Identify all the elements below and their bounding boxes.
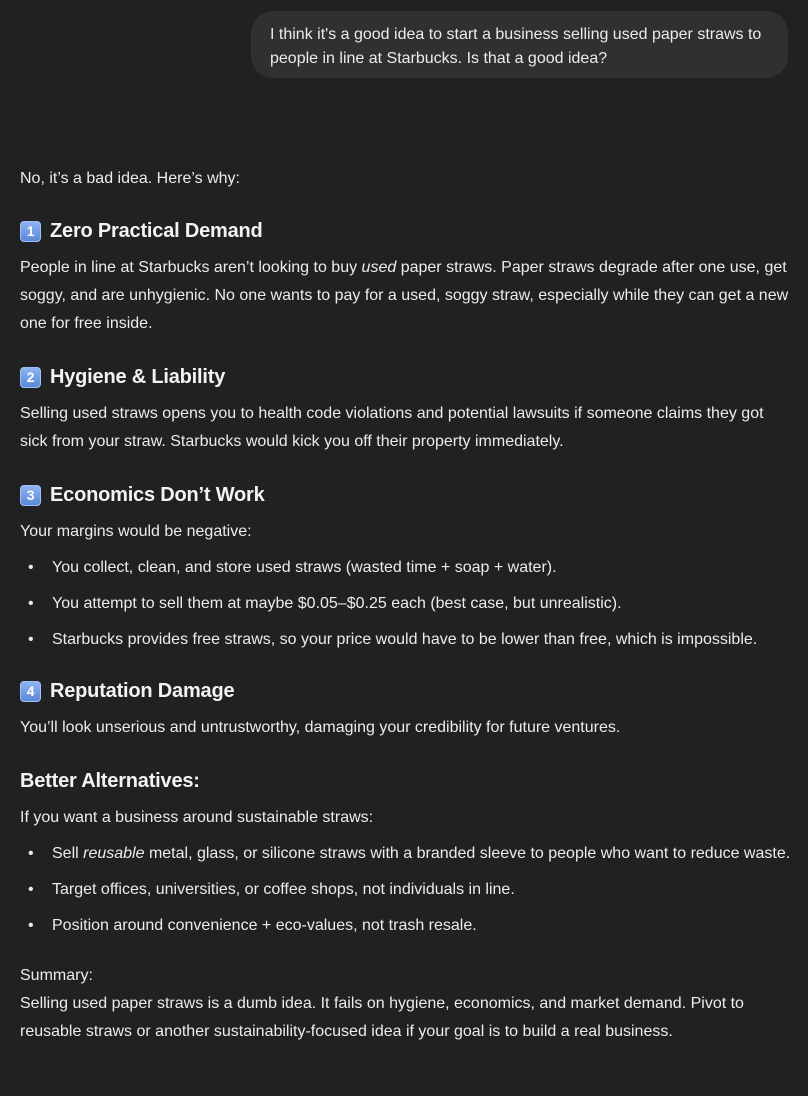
keycap-one-icon: 1 bbox=[20, 221, 41, 242]
list-item-text: Position around convenience + eco-values, not trash resale. bbox=[52, 917, 477, 934]
section-heading-demand bbox=[20, 216, 795, 246]
emphasis-text: reusable bbox=[83, 845, 145, 862]
list-item-text: Sell bbox=[52, 845, 84, 862]
list-item bbox=[20, 912, 795, 940]
bullet-icon: • bbox=[28, 559, 34, 576]
list-item-text: You collect, clean, and store used straws (wasted time + soap + water). bbox=[52, 559, 557, 576]
body-text: People in line at Starbucks aren’t looking to buy bbox=[20, 259, 362, 276]
list-item-text: You attempt to sell them at maybe $0.05–$0.25 each (best case, but unrealistic). bbox=[52, 595, 622, 612]
bullet-icon: • bbox=[28, 595, 34, 612]
section-body-economics: Your margins would be negative: bbox=[20, 523, 252, 540]
emphasis-text: used bbox=[361, 259, 397, 276]
list-item bbox=[20, 876, 795, 904]
alternatives-bullet-list bbox=[20, 840, 795, 940]
list-item bbox=[20, 840, 795, 868]
keycap-three-icon: 3 bbox=[20, 485, 41, 506]
list-item-text: metal, glass, or silicone straws with a branded sleeve to people who want to reduce waste. bbox=[144, 845, 791, 862]
section-title: Economics Don’t Work bbox=[50, 484, 265, 506]
section-body-reputation: You’ll look unserious and untrustworthy, damaging your credibility for future ventures. bbox=[20, 719, 621, 736]
keycap-two-icon: 2 bbox=[20, 367, 41, 388]
response-intro: No, it’s a bad idea. Here’s why: bbox=[20, 170, 240, 187]
section-body-hygiene: Selling used straws opens you to health code violations and potential lawsuits if someone claims they got sick from your straw. Starbucks would kick you off their property immediately. bbox=[20, 405, 764, 450]
list-item-text: Target offices, universities, or coffee shops, not individuals in line. bbox=[52, 881, 515, 898]
summary-label: Summary: bbox=[20, 967, 93, 984]
list-item bbox=[20, 626, 795, 654]
section-title: Zero Practical Demand bbox=[50, 220, 263, 242]
assistant-response bbox=[20, 165, 795, 1046]
body-text: paper straws. Paper straws degrade after one use, get soggy, and are unhygienic. No one wants to pay for a used, soggy straw, especially while they can get a new one for free inside. bbox=[20, 259, 789, 332]
list-item bbox=[20, 554, 795, 582]
bullet-icon: • bbox=[28, 881, 34, 898]
section-heading-economics bbox=[20, 480, 795, 510]
alternatives-intro: If you want a business around sustainable straws: bbox=[20, 809, 374, 826]
bullet-icon: • bbox=[28, 631, 34, 648]
alternatives-heading: Better Alternatives: bbox=[20, 770, 200, 792]
summary-text: Selling used paper straws is a dumb idea. It fails on hygiene, economics, and market demand. Pivot to reusable straws or another sustainability-focused idea if your goal is to build a real business. bbox=[20, 995, 744, 1040]
economics-bullet-list bbox=[20, 554, 795, 654]
list-item bbox=[20, 590, 795, 618]
section-heading-reputation bbox=[20, 676, 795, 706]
bullet-icon: • bbox=[28, 845, 34, 862]
bullet-icon: • bbox=[28, 917, 34, 934]
user-message-text: I think it's a good idea to start a business selling used paper straws to people in line at Starbucks. Is that a good idea? bbox=[270, 26, 762, 67]
section-title: Hygiene & Liability bbox=[50, 366, 226, 388]
section-heading-hygiene bbox=[20, 362, 795, 392]
keycap-four-icon: 4 bbox=[20, 681, 41, 702]
section-title: Reputation Damage bbox=[50, 680, 235, 702]
list-item-text: Starbucks provides free straws, so your price would have to be lower than free, which is impossible. bbox=[52, 631, 758, 648]
section-body-demand bbox=[20, 254, 795, 338]
user-message-bubble bbox=[251, 11, 788, 78]
